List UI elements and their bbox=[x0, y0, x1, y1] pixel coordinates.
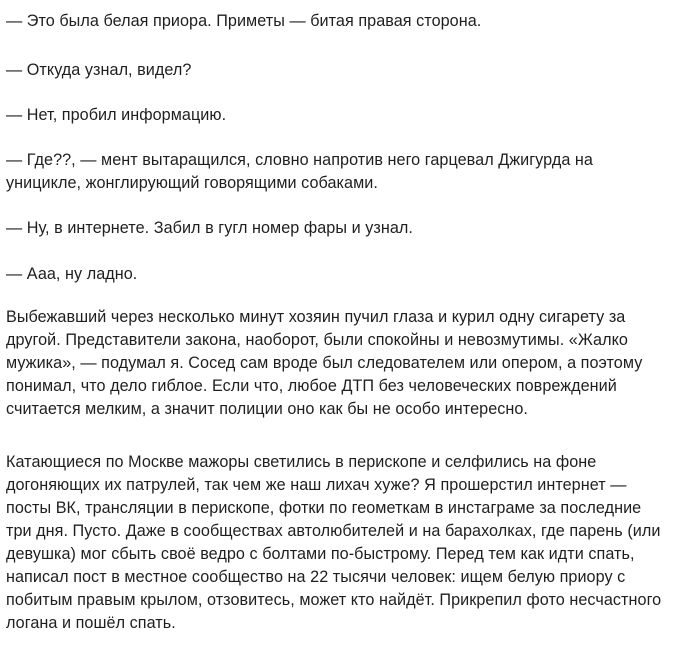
dialogue-line-6: — Ааа, ну ладно. bbox=[6, 265, 138, 283]
dialogue-line-5: — Ну, в интернете. Забил в гугл номер фары и узнал. bbox=[6, 219, 413, 237]
narrative-paragraph-2: Катающиеся по Москве мажоры светились в перископе и селфились на фоне догоняющих их патрулей, так чем же наш лихач хуже? Я прошерстил интернет — посты ВК, трансляции в перископе, фотки по геометкам в инстаграме за последние три дня. Пусто. Даже в сообществах автолюбителей и на барахолках, где парень (или девушка) мог сбыть своё ведро с болтами по-быстрому. Перед тем как идти спать, написал пост в местное сообщество на 22 тысячи человек: ищем белую приору с побитым правым крылом, отзовитесь, может кто найдёт. Прикрепил фото несчастного логана и пошёл спать. bbox=[6, 453, 662, 632]
dialogue-line-2: — Откуда узнал, видел? bbox=[6, 61, 192, 79]
narrative-paragraph-1: Выбежавший через несколько минут хозяин пучил глаза и курил одну сигарету за другой. Представители закона, наоборот, были спокойны и невозмутимы. «Жалко мужика», — подумал я. Сосед сам вроде был следователем или опером, а поэтому понимал, что дело гиблое. Если что, любое ДТП без человеческих повреждений считается мелким, а значит полиции оно как бы не особо интересно. bbox=[6, 308, 643, 418]
dialogue-line-1: — Это была белая приора. Приметы — битая правая сторона. bbox=[6, 12, 482, 30]
dialogue-line-4: — Где??, — мент вытаращился, словно напротив него гарцевал Джигурда на уницикле, жонглирующий говорящими собаками. bbox=[6, 151, 593, 192]
dialogue-line-3: — Нет, пробил информацию. bbox=[6, 106, 227, 124]
